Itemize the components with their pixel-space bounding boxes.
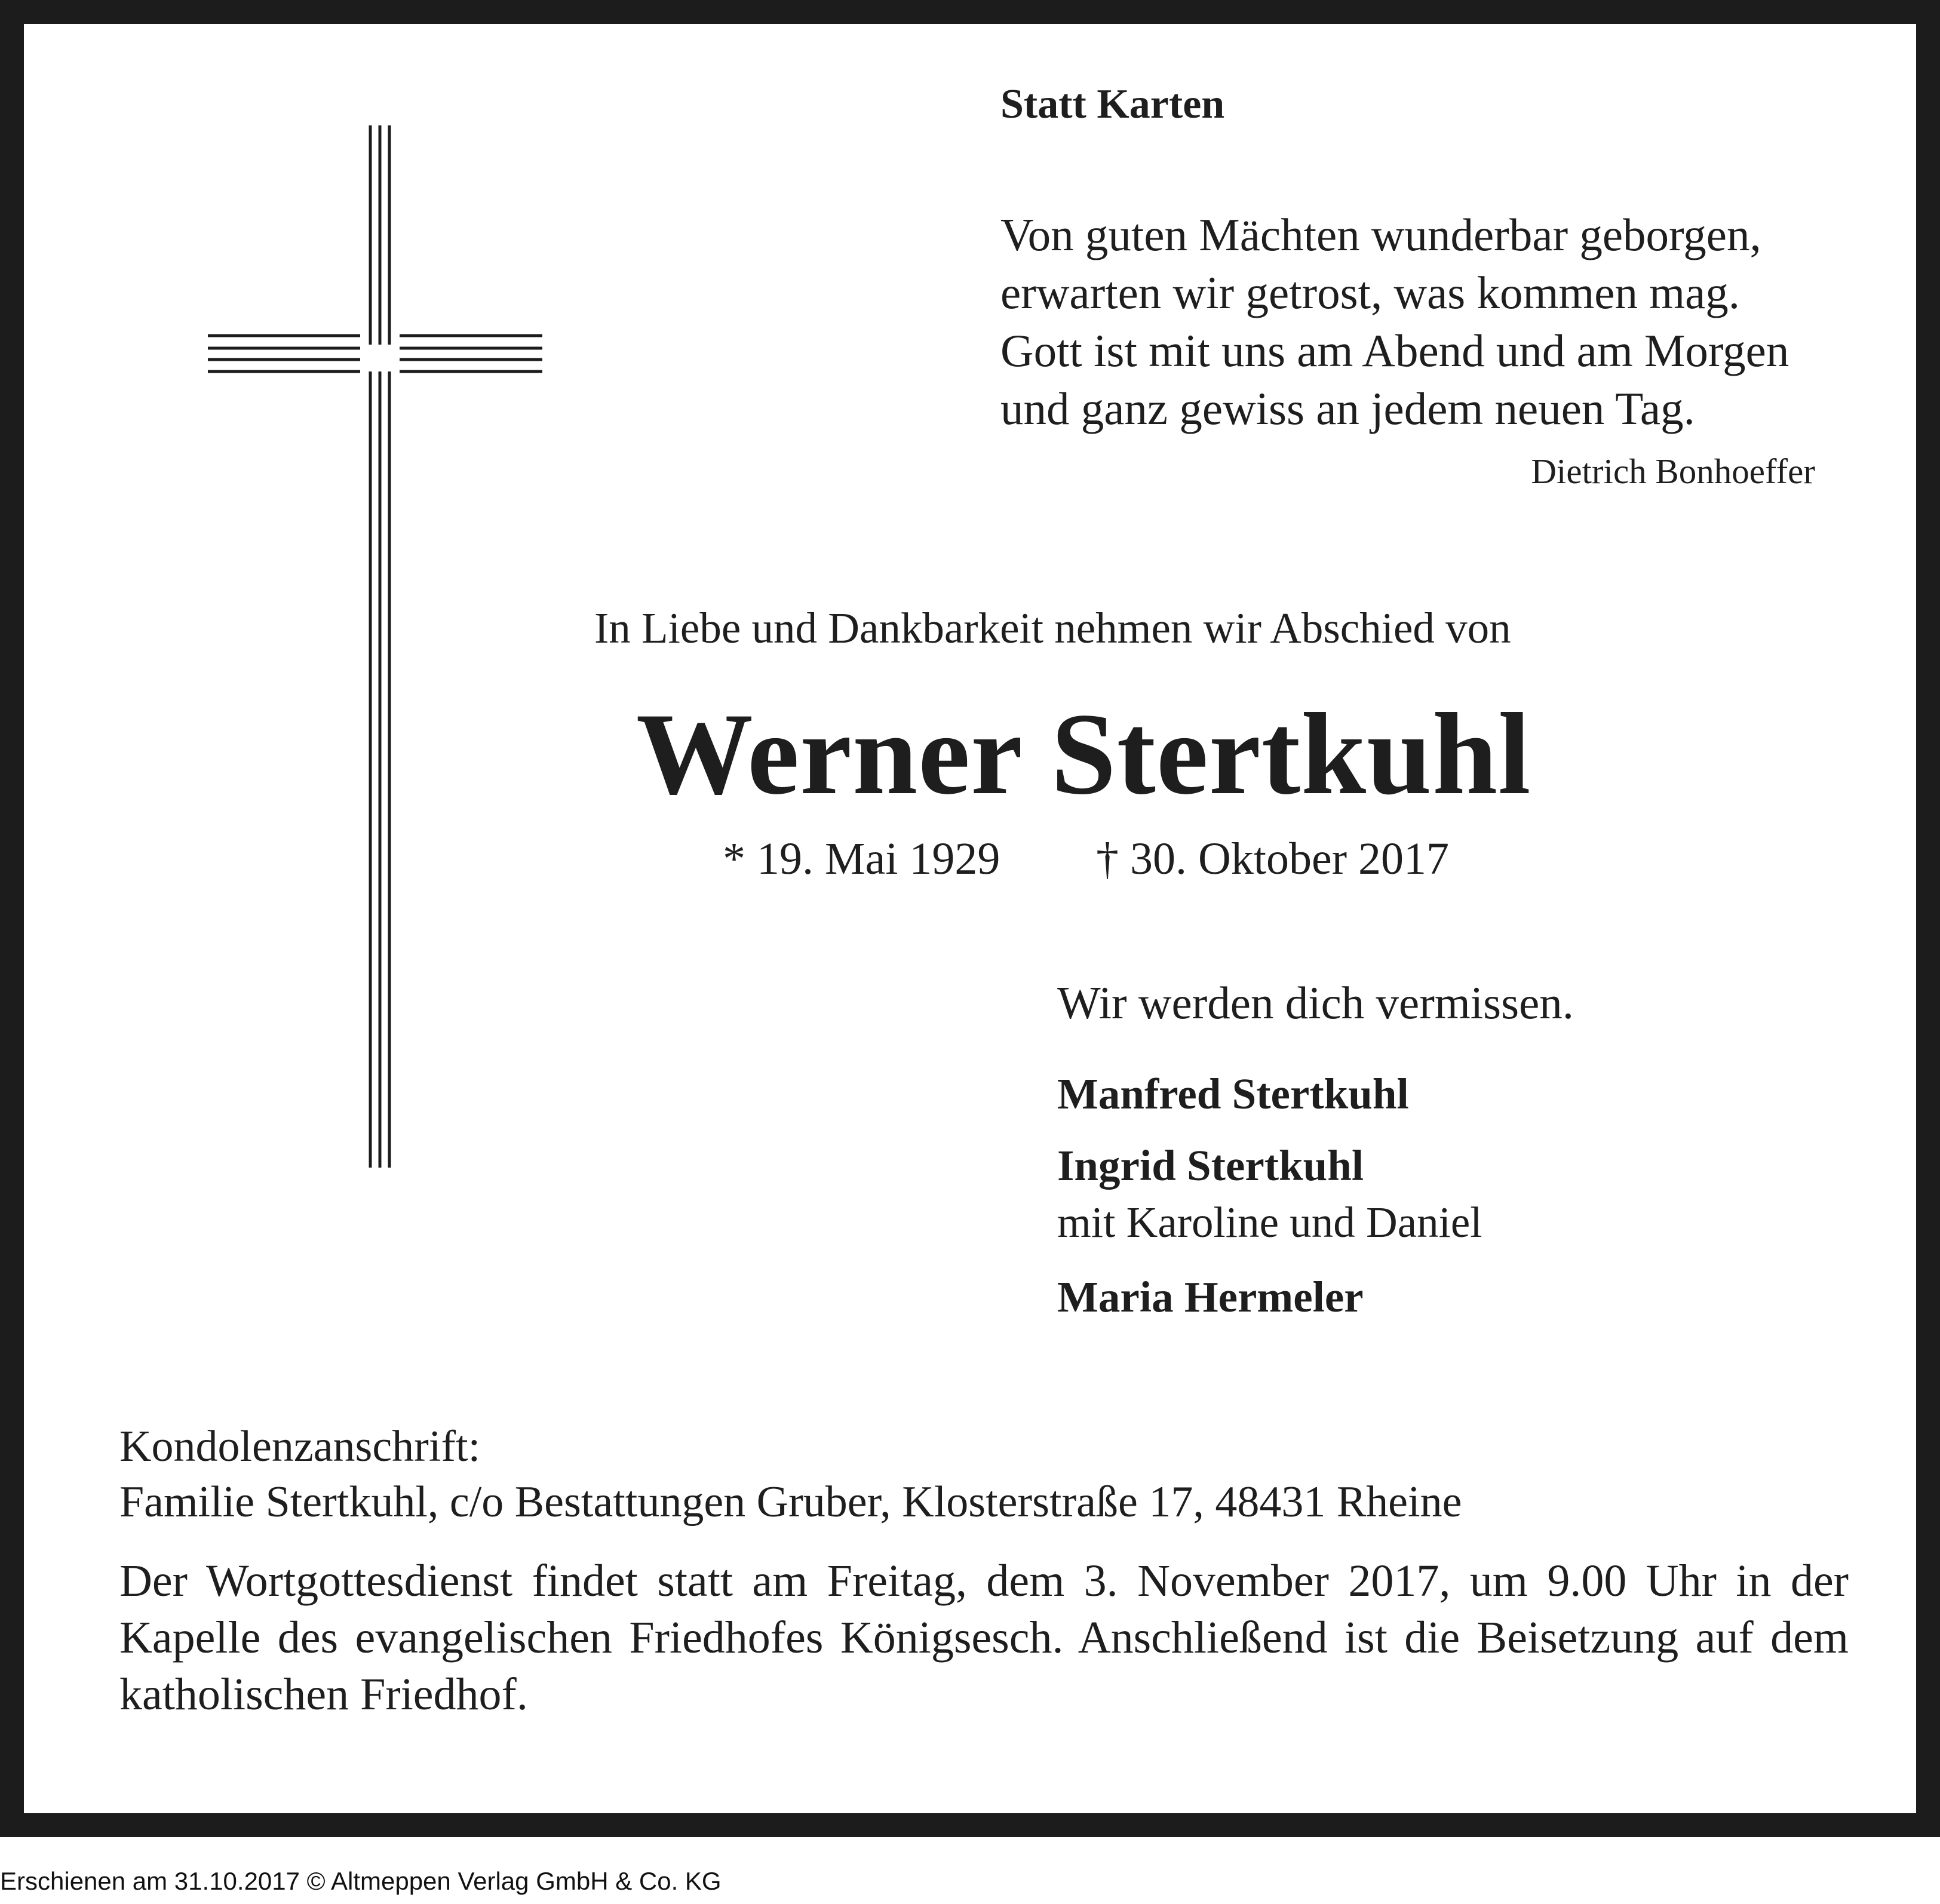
death-date: † 30. Oktober 2017 xyxy=(1096,834,1450,884)
mourner-name: Ingrid Stertkuhl xyxy=(1057,1141,1364,1190)
poem-line: Gott ist mit uns am Abend und am Morgen xyxy=(1000,325,1789,376)
notice-body xyxy=(24,24,1916,1813)
mourner-subline: mit Karoline und Daniel xyxy=(1057,1198,1482,1246)
poem-line: und ganz gewiss an jedem neuen Tag. xyxy=(1000,383,1695,434)
condolence-label: Kondolenzanschrift: xyxy=(119,1422,481,1471)
cross-icon xyxy=(208,125,542,1200)
closing-line: Wir werden dich vermissen. xyxy=(1057,977,1574,1028)
poem-line: Von guten Mächten wunderbar geborgen, xyxy=(1000,209,1761,260)
birth-date: * 19. Mai 1929 xyxy=(723,834,1000,884)
mourner-name: Maria Hermeler xyxy=(1057,1273,1364,1321)
deceased-name: Werner Stertkuhl xyxy=(636,689,1531,819)
poem-line: erwarten wir getrost, was kommen mag. xyxy=(1000,267,1741,318)
condolence-address: Familie Stertkuhl, c/o Bestattungen Gruber, Klosterstraße 17, 48431 Rheine xyxy=(119,1478,1462,1527)
mourner-name: Manfred Stertkuhl xyxy=(1057,1070,1409,1118)
service-info: Der Wortgottesdienst findet statt am Freitag, dem 3. November 2017, um 9.00 Uhr in der Kapelle des evangelischen Friedhofes Königsesch. Anschließend ist die Beisetzung auf dem katholischen Friedhof. xyxy=(119,1556,1849,1719)
farewell-intro: In Liebe und Dankbarkeit nehmen wir Abschied von xyxy=(594,604,1511,652)
poem-author: Dietrich Bonhoeffer xyxy=(1531,452,1815,491)
publication-footer: Erschienen am 31.10.2017 © Altmeppen Verlag GmbH & Co. KG xyxy=(0,1867,722,1895)
statt-karten-heading: Statt Karten xyxy=(1000,81,1225,127)
poem xyxy=(1000,206,1789,438)
